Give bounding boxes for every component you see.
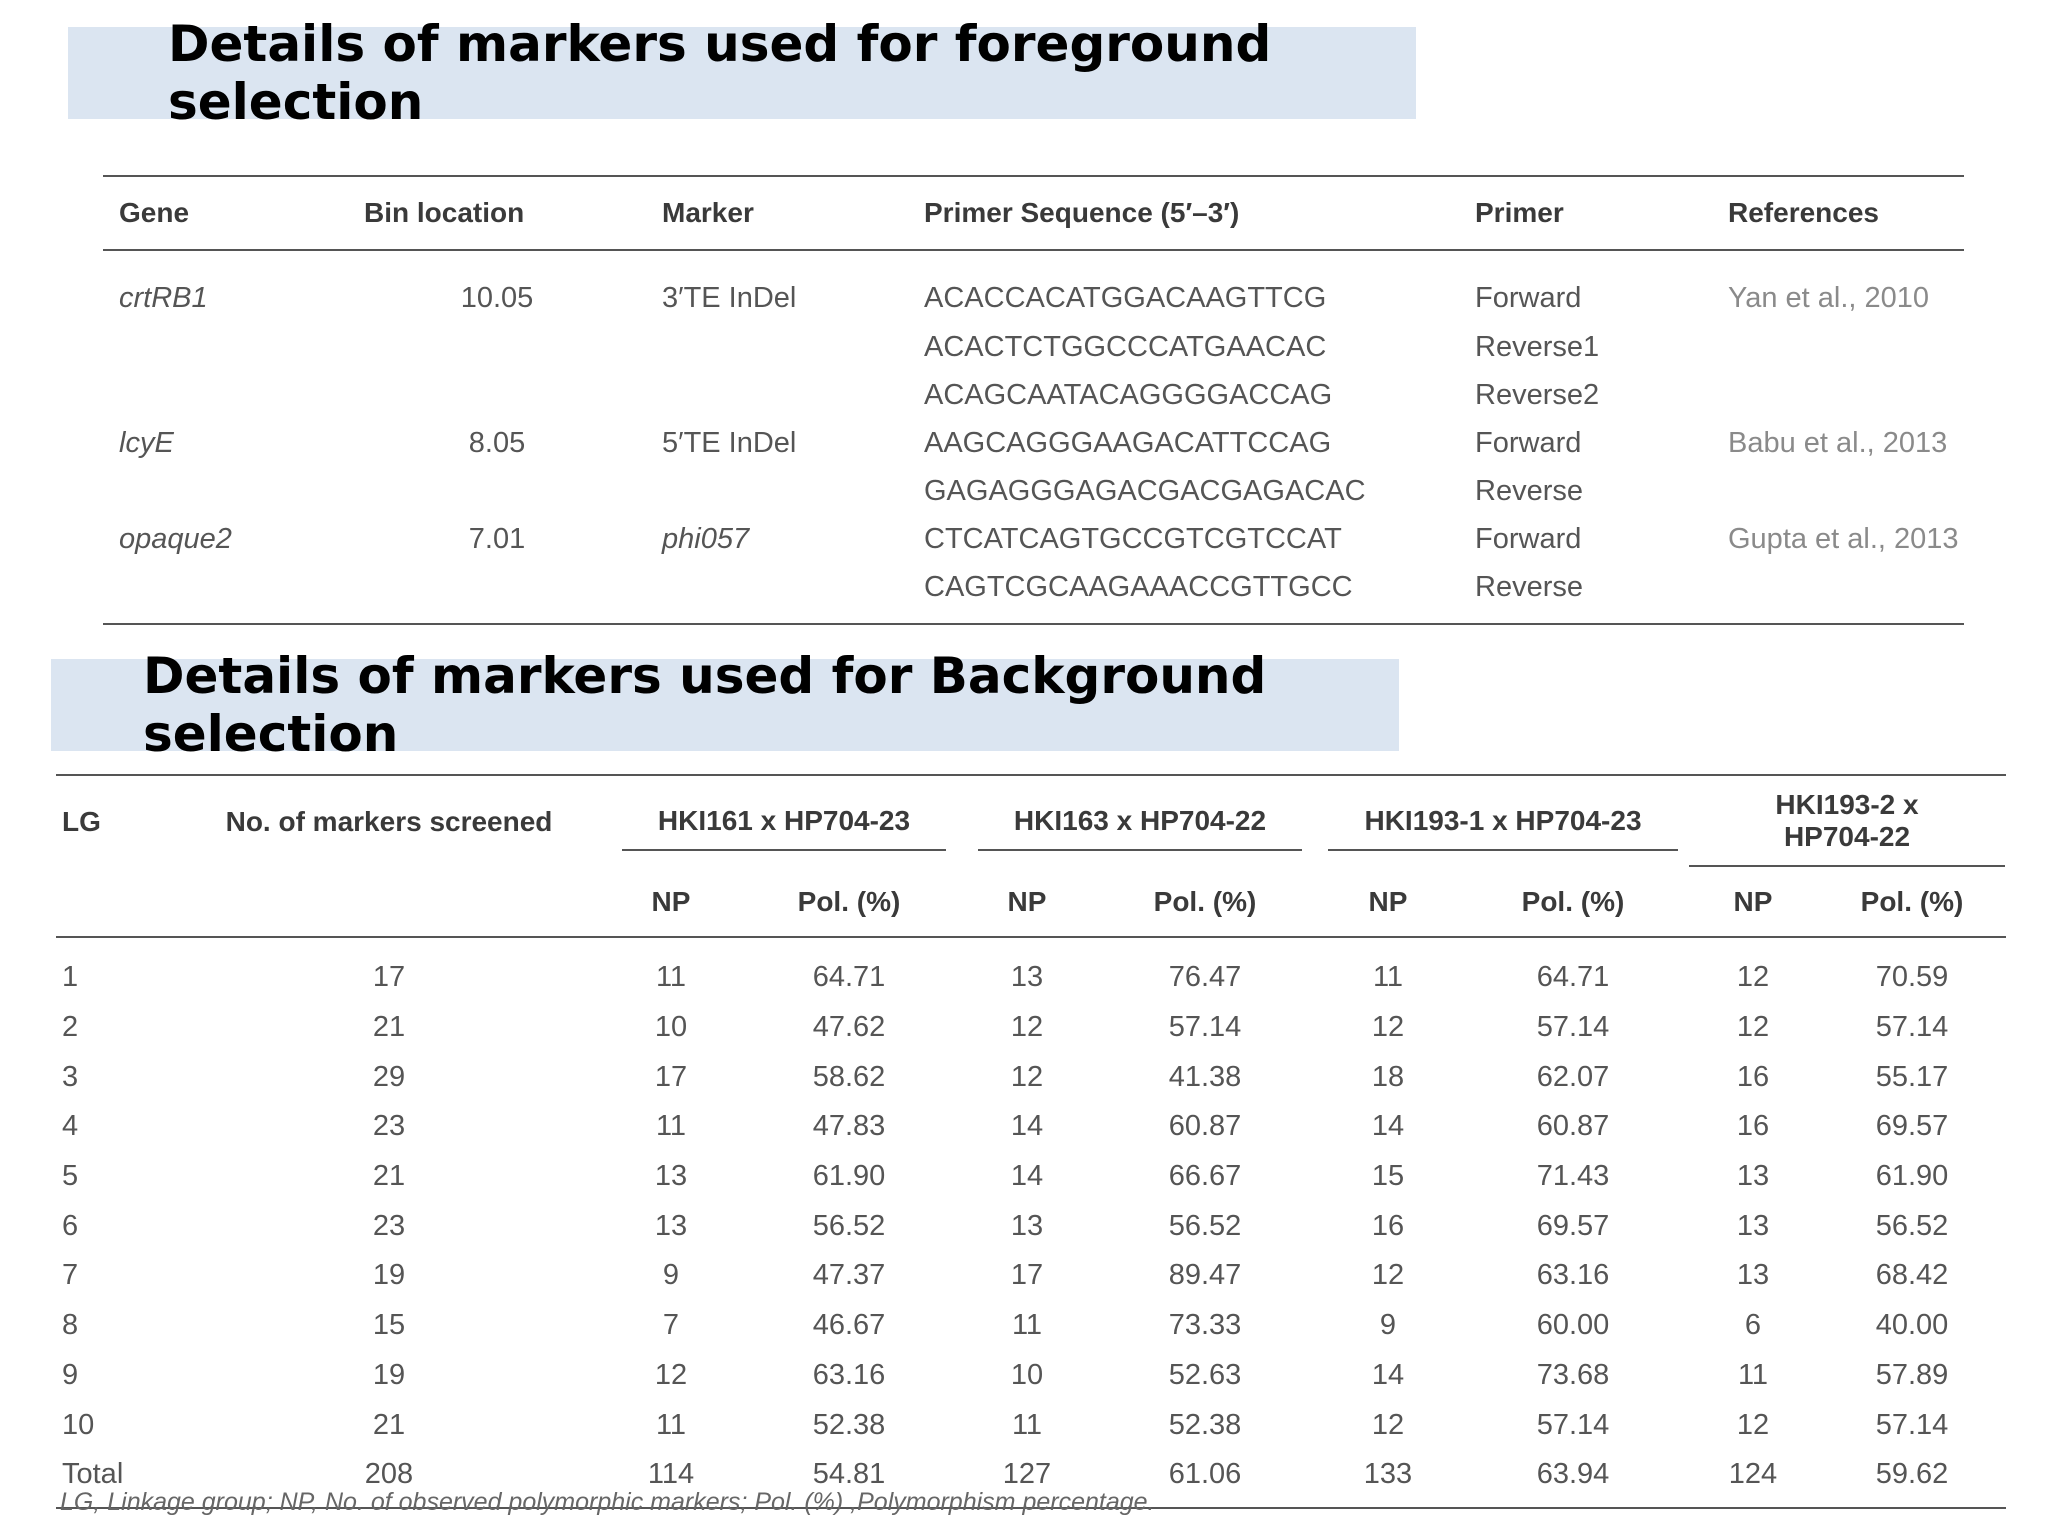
primer-cell: Forward: [1475, 426, 1582, 459]
bin-location-cell: 7.01: [468, 522, 526, 555]
marker-cell: 3′TE InDel: [662, 281, 797, 314]
pol-cell: 57.14: [1875, 1408, 1949, 1441]
header-bin-location: Bin location: [348, 176, 646, 250]
np-cell: 14: [1371, 1358, 1405, 1391]
pol-cell: 71.43: [1536, 1160, 1610, 1193]
background-table-row: [56, 1152, 2006, 1202]
gene-cell: opaque2: [119, 522, 232, 555]
header-np: NP: [1318, 868, 1458, 937]
np-cell: 6: [1744, 1309, 1762, 1342]
screened-cell: 23: [372, 1110, 406, 1143]
marker-cell: [646, 467, 908, 515]
background-table-row: [56, 1003, 2006, 1053]
foreground-table-row: [103, 323, 1964, 371]
header-lg: LG: [56, 775, 172, 868]
pol-cell: 47.83: [812, 1110, 886, 1143]
background-title-banner: [51, 647, 1399, 763]
np-cell: 127: [962, 1450, 1092, 1508]
header-np: NP: [606, 868, 736, 937]
bin-location-cell: [348, 371, 646, 419]
gene-cell: [103, 563, 348, 624]
np-cell: 12: [1736, 961, 1770, 994]
header-cross-4: [1688, 775, 2006, 868]
pol-cell: 60.00: [1536, 1309, 1610, 1342]
np-cell: 14: [1371, 1110, 1405, 1143]
pol-cell: 40.00: [1875, 1309, 1949, 1342]
background-table-row: [56, 1301, 2006, 1351]
header-pol: Pol. (%): [1092, 868, 1318, 937]
foreground-table-row: [103, 250, 1964, 323]
np-cell: 12: [654, 1358, 688, 1391]
bin-location-cell: [348, 563, 646, 624]
np-cell: 12: [1010, 1060, 1044, 1093]
pol-cell: 57.89: [1875, 1358, 1949, 1391]
pol-cell: 61.90: [1875, 1160, 1949, 1193]
background-header-row-2: [56, 868, 2006, 937]
np-cell: 11: [1372, 961, 1404, 994]
foreground-table-row: [103, 467, 1964, 515]
primer-sequence-cell: CTCATCAGTGCCGTCGTCCAT: [924, 522, 1342, 555]
gene-cell: crtRB1: [119, 281, 208, 314]
pol-cell: 73.68: [1536, 1358, 1610, 1391]
np-cell: 12: [1736, 1011, 1770, 1044]
background-header-row-1: [56, 775, 2006, 868]
np-cell: 13: [1010, 1209, 1044, 1242]
header-empty: [172, 868, 606, 937]
background-table-row: [56, 1351, 2006, 1401]
pol-cell: 56.52: [1875, 1209, 1949, 1242]
pol-cell: 57.14: [1168, 1011, 1242, 1044]
screened-cell: 21: [372, 1011, 406, 1044]
np-cell: 9: [1379, 1309, 1397, 1342]
pol-cell: 46.67: [812, 1309, 886, 1342]
pol-cell: 73.33: [1168, 1309, 1242, 1342]
pol-cell: 59.62: [1818, 1450, 2006, 1508]
pol-cell: 63.94: [1458, 1450, 1688, 1508]
np-cell: 11: [1011, 1408, 1043, 1441]
np-cell: 12: [1371, 1259, 1405, 1292]
foreground-title-banner: [68, 15, 1416, 131]
foreground-title: Details of markers used for foreground selection: [168, 15, 1272, 131]
background-table-row: [56, 1102, 2006, 1152]
primer-cell: Reverse1: [1475, 330, 1600, 363]
np-cell: 17: [654, 1060, 688, 1093]
foreground-table-row: [103, 515, 1964, 563]
header-pol: Pol. (%): [1818, 868, 2006, 937]
header-np: NP: [1688, 868, 1818, 937]
np-cell: 18: [1371, 1060, 1405, 1093]
pol-cell: 63.16: [812, 1358, 886, 1391]
np-cell: 11: [1737, 1358, 1769, 1391]
np-cell: 10: [1010, 1358, 1044, 1391]
lg-cell: 3: [62, 1060, 79, 1093]
lg-cell: 10: [62, 1408, 95, 1441]
np-cell: 13: [1736, 1209, 1770, 1242]
np-cell: 133: [1318, 1450, 1458, 1508]
pol-cell: 69.57: [1536, 1209, 1610, 1242]
pol-cell: 52.38: [812, 1408, 886, 1441]
np-cell: 9: [662, 1259, 680, 1292]
screened-cell: 23: [372, 1209, 406, 1242]
np-cell: 16: [1371, 1209, 1405, 1242]
np-cell: 12: [1736, 1408, 1770, 1441]
header-np: NP: [962, 868, 1092, 937]
pol-cell: 57.14: [1536, 1011, 1610, 1044]
np-cell: 13: [1736, 1259, 1770, 1292]
pol-cell: 61.06: [1092, 1450, 1318, 1508]
reference-cell: Gupta et al., 2013: [1728, 522, 1959, 555]
cross-3-label: HKI193-1 x HP704-23: [1328, 805, 1677, 851]
header-marker: Marker: [646, 176, 908, 250]
screened-cell: 15: [372, 1309, 406, 1342]
lg-cell: 8: [62, 1309, 79, 1342]
reference-cell: [1712, 371, 1964, 419]
table-footnote: LG, Linkage group; NP, No. of observed polymorphic markers; Pol. (%) ,Polymorphism percentage.: [60, 1488, 1155, 1516]
header-pol: Pol. (%): [736, 868, 962, 937]
pol-cell: 66.67: [1168, 1160, 1242, 1193]
header-empty: [56, 868, 172, 937]
header-gene: Gene: [103, 176, 348, 250]
reference-cell: [1712, 467, 1964, 515]
np-cell: 11: [655, 961, 687, 994]
pol-cell: 63.16: [1536, 1259, 1610, 1292]
marker-cell: [646, 371, 908, 419]
cross-2-label: HKI163 x HP704-22: [978, 805, 1302, 851]
primer-cell: Reverse2: [1475, 378, 1600, 411]
primer-sequence-cell: CAGTCGCAAGAAACCGTTGCC: [908, 563, 1459, 624]
pol-cell: 47.37: [812, 1259, 886, 1292]
gene-cell: [103, 467, 348, 515]
np-cell: 11: [655, 1408, 687, 1441]
background-table-row: [56, 1201, 2006, 1251]
np-cell: 14: [1010, 1160, 1044, 1193]
primer-sequence-cell: ACACCACATGGACAAGTTCG: [924, 281, 1327, 314]
pol-cell: 61.90: [812, 1160, 886, 1193]
pol-cell: 70.59: [1875, 961, 1949, 994]
np-cell: 13: [654, 1209, 688, 1242]
lg-cell: 5: [62, 1160, 79, 1193]
pol-cell: 41.38: [1168, 1060, 1242, 1093]
np-cell: 16: [1736, 1060, 1770, 1093]
gene-cell: lcyE: [119, 426, 174, 459]
primer-cell: Reverse: [1459, 563, 1712, 624]
np-cell: 17: [1010, 1259, 1044, 1292]
lg-cell: 7: [62, 1259, 79, 1292]
marker-cell: [646, 323, 908, 371]
np-cell: 7: [662, 1309, 680, 1342]
pol-cell: 62.07: [1536, 1060, 1610, 1093]
np-cell: 13: [654, 1160, 688, 1193]
pol-cell: 64.71: [1536, 961, 1610, 994]
foreground-table-row: [103, 563, 1964, 624]
background-table-row: [56, 1251, 2006, 1301]
marker-cell: phi057: [662, 522, 750, 555]
np-cell: 12: [1371, 1408, 1405, 1441]
pol-cell: 55.17: [1875, 1060, 1949, 1093]
pol-cell: 56.52: [1168, 1209, 1242, 1242]
screened-cell: 21: [372, 1408, 406, 1441]
cross-1-label: HKI161 x HP704-23: [622, 805, 946, 851]
primer-sequence-cell: ACAGCAATACAGGGGACCAG: [924, 378, 1333, 411]
header-pol: Pol. (%): [1458, 868, 1688, 937]
foreground-header-row: [103, 176, 1964, 250]
lg-cell: Total: [56, 1450, 172, 1508]
background-table-row: [56, 1400, 2006, 1450]
np-cell: 11: [655, 1110, 687, 1143]
header-markers-screened: No. of markers screened: [172, 775, 606, 868]
np-cell: 15: [1371, 1160, 1405, 1193]
np-cell: 12: [1010, 1011, 1044, 1044]
np-cell: 124: [1688, 1450, 1818, 1508]
screened-cell: 29: [372, 1060, 406, 1093]
np-cell: 12: [1371, 1011, 1405, 1044]
screened-cell: 21: [372, 1160, 406, 1193]
foreground-markers-table: [103, 175, 1964, 625]
lg-cell: 6: [62, 1209, 79, 1242]
header-cross-1: [606, 775, 962, 868]
pol-cell: 52.63: [1168, 1358, 1242, 1391]
pol-cell: 60.87: [1536, 1110, 1610, 1143]
pol-cell: 54.81: [736, 1450, 962, 1508]
lg-cell: 1: [62, 961, 79, 994]
pol-cell: 89.47: [1168, 1259, 1242, 1292]
screened-cell: 17: [372, 961, 406, 994]
np-cell: 14: [1010, 1110, 1044, 1143]
background-title: Details of markers used for Background selection: [143, 647, 1267, 763]
marker-cell: [646, 563, 908, 624]
screened-cell: 19: [372, 1259, 406, 1292]
pol-cell: 60.87: [1168, 1110, 1242, 1143]
foreground-table-row: [103, 371, 1964, 419]
pol-cell: 57.14: [1536, 1408, 1610, 1441]
np-cell: 10: [654, 1011, 688, 1044]
header-primer-sequence: Primer Sequence (5′–3′): [908, 176, 1459, 250]
background-table-row: [56, 937, 2006, 1003]
primer-sequence-cell: ACACTCTGGCCCATGAACAC: [924, 330, 1327, 363]
screened-cell: 19: [372, 1358, 406, 1391]
pol-cell: 58.62: [812, 1060, 886, 1093]
lg-cell: 9: [62, 1358, 79, 1391]
screened-cell: 208: [172, 1450, 606, 1508]
reference-cell: [1712, 323, 1964, 371]
header-primer: Primer: [1459, 176, 1712, 250]
reference-cell: Babu et al., 2013: [1728, 426, 1948, 459]
np-cell: 11: [1011, 1309, 1043, 1342]
lg-cell: 4: [62, 1110, 79, 1143]
bin-location-cell: [348, 323, 646, 371]
cross-4-label: HKI193-2 x HP704-22: [1689, 789, 2005, 867]
reference-cell: [1712, 563, 1964, 624]
foreground-table-row: [103, 419, 1964, 467]
gene-cell: [103, 371, 348, 419]
pol-cell: 69.57: [1875, 1110, 1949, 1143]
bin-location-cell: [348, 467, 646, 515]
pol-cell: 57.14: [1875, 1011, 1949, 1044]
primer-cell: Forward: [1475, 281, 1582, 314]
pol-cell: 47.62: [812, 1011, 886, 1044]
primer-cell: Forward: [1475, 522, 1582, 555]
np-cell: 13: [1010, 961, 1044, 994]
pol-cell: 56.52: [812, 1209, 886, 1242]
primer-sequence-cell: AAGCAGGGAAGACATTCCAG: [924, 426, 1332, 459]
pol-cell: 64.71: [812, 961, 886, 994]
np-cell: 16: [1736, 1110, 1770, 1143]
np-cell: 13: [1736, 1160, 1770, 1193]
header-cross-2: [962, 775, 1318, 868]
header-cross-3: [1318, 775, 1688, 868]
pol-cell: 52.38: [1168, 1408, 1242, 1441]
primer-cell: Reverse: [1475, 474, 1583, 507]
bin-location-cell: 8.05: [468, 426, 526, 459]
np-cell: 114: [606, 1450, 736, 1508]
pol-cell: 76.47: [1168, 961, 1242, 994]
primer-sequence-cell: GAGAGGGAGACGACGAGACAC: [924, 474, 1366, 507]
background-table-row: [56, 1052, 2006, 1102]
gene-cell: [103, 323, 348, 371]
lg-cell: 2: [62, 1011, 79, 1044]
reference-cell: Yan et al., 2010: [1728, 281, 1930, 314]
pol-cell: 68.42: [1875, 1259, 1949, 1292]
marker-cell: 5′TE InDel: [662, 426, 797, 459]
bin-location-cell: 10.05: [460, 281, 534, 314]
header-references: References: [1712, 176, 1964, 250]
background-markers-table: [56, 774, 2006, 1509]
